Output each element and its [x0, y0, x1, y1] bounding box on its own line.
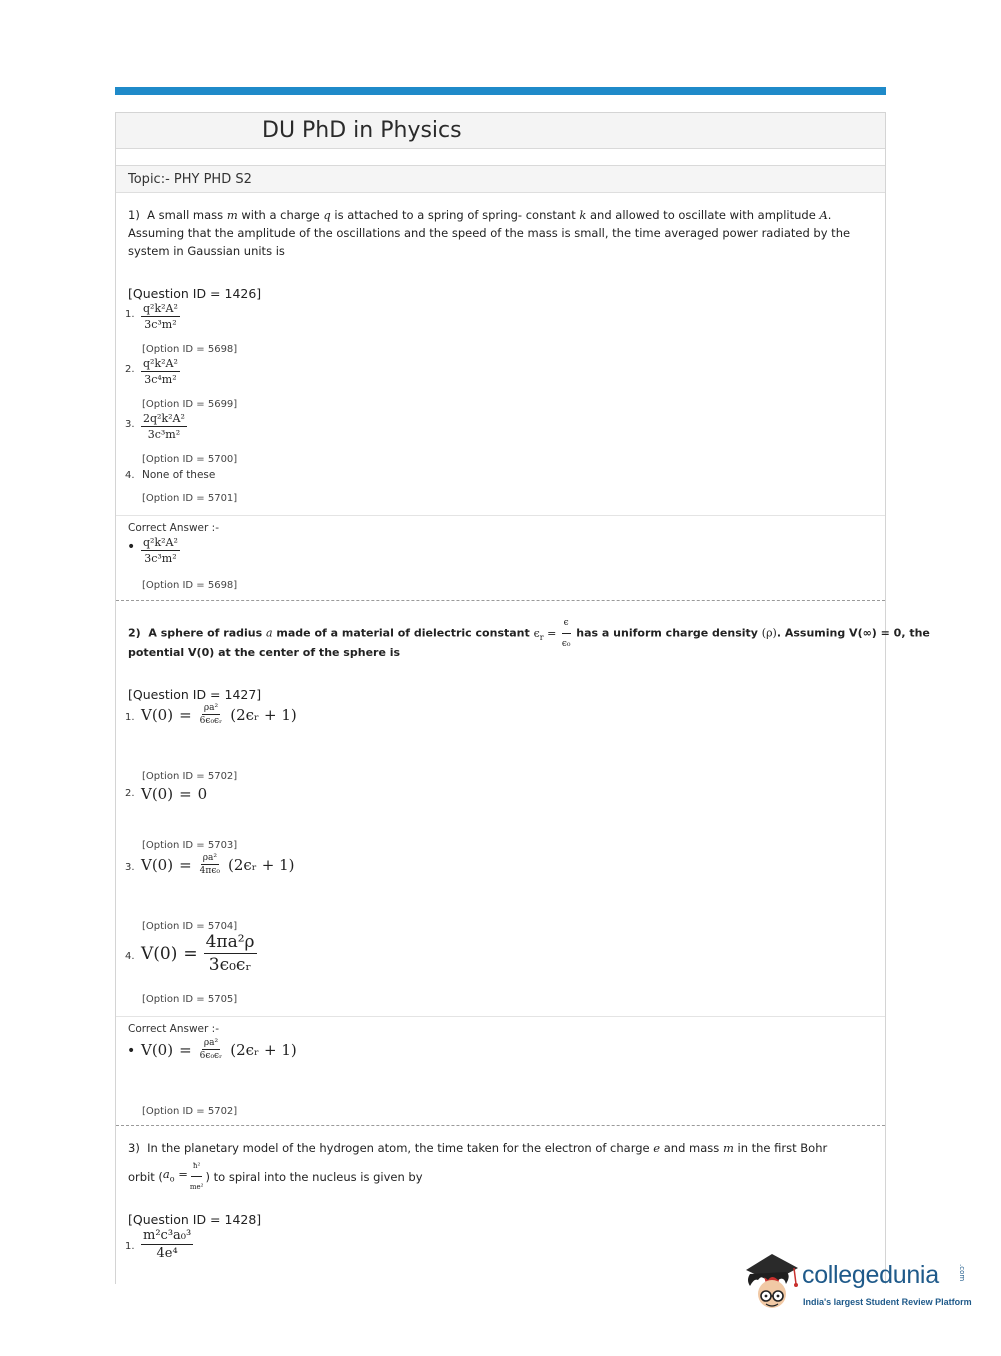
question-separator — [116, 1125, 885, 1126]
q1-correct-answer-label: Correct Answer :- — [128, 522, 219, 534]
q1-correct-formula: $\frac{\text{q²k²A²}}{\text{3c³m²}}$ — [143, 536, 178, 565]
brand-tagline: India's largest Student Review Platform — [803, 1297, 972, 1307]
q1-option-4-number: 4. — [125, 470, 135, 481]
bullet-icon: • — [127, 539, 136, 555]
q2-correct-option-id: [Option ID = 5702] — [142, 1106, 238, 1117]
q1-option-2-number: 2. — [125, 364, 135, 375]
q2-option-2-id: [Option ID = 5703] — [142, 840, 238, 851]
q2-option-3-formula: V(0) = $\frac{\text{ρa²}}{\text{4πϵ₀}}$ (2ϵᵣ + 1) — [141, 853, 295, 876]
q2-option-2-formula: V(0) = 0 — [141, 785, 208, 803]
q1-option-2-id: [Option ID = 5699] — [142, 399, 238, 410]
question-1-id: [Question ID = 1426] — [128, 286, 262, 301]
divider — [116, 1016, 885, 1017]
question-1-text: 1) A small mass m with a charge q is attached to a spring of spring- constant k and allowed to oscillate with amplitude A. Assuming that the amplitude of the oscillations and the speed of the mass is small, the time averaged power radiated by the system in Gaussian units is — [128, 208, 851, 258]
q1-option-4-text: None of these — [142, 469, 216, 481]
q2-option-3-id: [Option ID = 5704] — [142, 921, 238, 932]
divider — [116, 515, 885, 516]
collegedunia-logo — [742, 1250, 972, 1320]
question-2-line-2: potential V(0) at the center of the sphere is — [128, 646, 401, 659]
question-3-number: 3) — [128, 1141, 140, 1155]
spacer-row — [116, 149, 885, 166]
topic-bar — [116, 166, 885, 193]
q1-option-1-number: 1. — [125, 309, 135, 320]
q3-option-1-formula: $\frac{\text{m²c³a₀³}}{\text{4e⁴}}$ — [143, 1228, 192, 1261]
q2-option-4-formula: V(0) = $\frac{\text{4πa²ρ}}{\text{3ϵ₀ϵᵣ}}$ — [141, 932, 255, 975]
question-3-line-1: 3) In the planetary model of the hydrogen atom, the time taken for the electron of charge e and mass m in the first Bohr — [128, 1141, 828, 1155]
page-title: DU PhD in Physics — [262, 118, 462, 143]
question-2-number: 2) — [128, 626, 141, 640]
question-3-line-2: orbit ( $a_o$ = $\frac{\text{ħ²}}{\text{me²}}$ ) to spiral into the nucleus is given by — [128, 1157, 423, 1196]
q3-option-1-number: 1. — [125, 1241, 135, 1252]
title-box — [116, 113, 885, 149]
header-accent-bar — [115, 87, 886, 95]
q1-option-3-formula: $\frac{\text{2q²k²A²}}{\text{3c³m²}}$ — [143, 412, 185, 441]
q1-option-3-number: 3. — [125, 419, 135, 430]
brand-name: collegedunia — [802, 1261, 939, 1289]
question-1-number: 1) — [128, 208, 140, 222]
q2-correct-formula: V(0) = $\frac{\text{ρa²}}{\text{6ϵ₀ϵᵣ}}$ (2ϵᵣ + 1) — [141, 1038, 297, 1061]
topic-label: Topic:- PHY PHD S2 — [128, 172, 252, 187]
q2-option-2-number: 2. — [125, 788, 135, 799]
q1-correct-option-id: [Option ID = 5698] — [142, 580, 238, 591]
q1-option-1-formula: $\frac{\text{q²k²A²}}{\text{3c³m²}}$ — [143, 302, 178, 331]
q2-option-4-id: [Option ID = 5705] — [142, 994, 238, 1005]
mascot-icon — [742, 1250, 804, 1320]
question-separator — [116, 600, 885, 601]
q1-option-1-id: [Option ID = 5698] — [142, 344, 238, 355]
question-3-id: [Question ID = 1428] — [128, 1212, 262, 1227]
bullet-icon: • — [127, 1043, 136, 1059]
q2-correct-answer-label: Correct Answer :- — [128, 1023, 219, 1035]
q2-option-3-number: 3. — [125, 862, 135, 873]
brand-domain: .com — [958, 1264, 966, 1282]
q2-option-4-number: 4. — [125, 951, 135, 962]
q2-option-1-formula: V(0) = $\frac{\text{ρa²}}{\text{6ϵ₀ϵᵣ}}$ (2ϵᵣ + 1) — [141, 703, 297, 726]
question-paper — [115, 112, 930, 1284]
question-2-id: [Question ID = 1427] — [128, 687, 262, 702]
q1-option-4-id: [Option ID = 5701] — [142, 493, 238, 504]
q1-option-3-id: [Option ID = 5700] — [142, 454, 238, 465]
q2-option-1-id: [Option ID = 5702] — [142, 771, 238, 782]
q1-option-2-formula: $\frac{\text{q²k²A²}}{\text{3c⁴m²}}$ — [143, 357, 178, 386]
question-2-line-1: 2) A sphere of radius a made of a material of dielectric constant $\epsilon_r$ = $\frac{\epsilon}{\text{ϵ₀}}$ has a uniform charge density (ρ). Assuming V(∞) = 0, the — [128, 614, 930, 653]
q2-option-1-number: 1. — [125, 712, 135, 723]
